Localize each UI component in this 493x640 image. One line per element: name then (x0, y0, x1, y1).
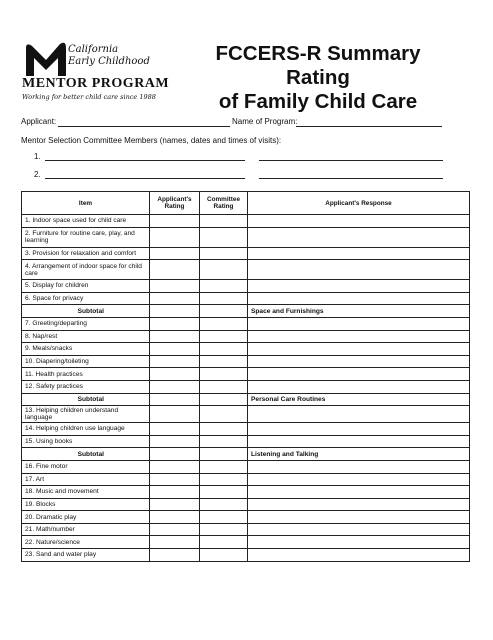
table-row (22, 260, 470, 280)
applicant-rating-cell[interactable] (150, 227, 200, 247)
response-cell[interactable] (248, 343, 470, 356)
table-row (22, 511, 470, 524)
table-row (22, 343, 470, 356)
table-row (22, 549, 470, 562)
item-label: 15. Using books (22, 435, 150, 448)
committee-rating-cell[interactable] (200, 486, 248, 499)
committee-rating-cell[interactable] (200, 215, 248, 228)
response-cell[interactable] (248, 227, 470, 247)
response-cell[interactable] (248, 260, 470, 280)
logo-tagline: Working for better child care since 1988 (22, 93, 156, 101)
table-row (22, 380, 470, 393)
item-label: 21. Math/number (22, 523, 150, 536)
applicant-rating-cell[interactable] (150, 368, 200, 381)
applicant-subtotal-cell[interactable] (150, 448, 200, 461)
response-cell[interactable] (248, 247, 470, 260)
table-row (22, 406, 470, 423)
table-row (22, 460, 470, 473)
response-cell[interactable] (248, 406, 470, 423)
member-1-field-b[interactable] (259, 160, 443, 161)
table-row (22, 317, 470, 330)
response-cell[interactable] (248, 486, 470, 499)
applicant-rating-cell[interactable] (150, 406, 200, 423)
header-committee-rating: Committee Rating (200, 192, 248, 215)
committee-rating-cell[interactable] (200, 227, 248, 247)
item-label: 17. Art (22, 473, 150, 486)
committee-rating-cell[interactable] (200, 368, 248, 381)
response-cell[interactable] (248, 498, 470, 511)
table-row (22, 523, 470, 536)
logo-line-california: California (68, 44, 119, 55)
subtotal-row (22, 305, 470, 318)
item-label: 20. Dramatic play (22, 511, 150, 524)
item-label: 5. Display for children (22, 280, 150, 293)
subtotal-label: Subtotal (22, 448, 150, 461)
item-label: 16. Fine motor (22, 460, 150, 473)
item-label: 7. Greeting/departing (22, 317, 150, 330)
response-cell[interactable] (248, 511, 470, 524)
committee-subtotal-cell[interactable] (200, 393, 248, 406)
item-label: 4. Arrangement of indoor space for child care (22, 260, 150, 280)
header-applicant-rating: Applicant's Rating (150, 192, 200, 215)
applicant-rating-cell[interactable] (150, 549, 200, 562)
applicant-field[interactable] (58, 126, 230, 127)
applicant-rating-cell[interactable] (150, 343, 200, 356)
committee-rating-cell[interactable] (200, 292, 248, 305)
table-row (22, 536, 470, 549)
applicant-rating-cell[interactable] (150, 215, 200, 228)
committee-rating-cell[interactable] (200, 317, 248, 330)
member-1-field-a[interactable] (45, 160, 245, 161)
applicant-rating-cell[interactable] (150, 498, 200, 511)
member-number-1: 1. (34, 152, 41, 161)
m-logo-icon (24, 40, 68, 78)
section-space-and-furnishings: Space and Furnishings (248, 305, 470, 318)
subtotal-row (22, 448, 470, 461)
table-row (22, 227, 470, 247)
committee-rating-cell[interactable] (200, 423, 248, 436)
summary-rating-table (21, 191, 470, 562)
applicant-rating-cell[interactable] (150, 355, 200, 368)
table-row (22, 247, 470, 260)
item-label: 22. Nature/science (22, 536, 150, 549)
response-cell[interactable] (248, 317, 470, 330)
table-row (22, 435, 470, 448)
applicant-rating-cell[interactable] (150, 380, 200, 393)
response-cell[interactable] (248, 549, 470, 562)
item-label: 18. Music and movement (22, 486, 150, 499)
response-cell[interactable] (248, 473, 470, 486)
response-cell[interactable] (248, 330, 470, 343)
table-row (22, 368, 470, 381)
member-number-2: 2. (34, 170, 41, 179)
committee-rating-cell[interactable] (200, 460, 248, 473)
committee-rating-cell[interactable] (200, 406, 248, 423)
table-row (22, 498, 470, 511)
item-label: 23. Sand and water play (22, 549, 150, 562)
applicant-rating-cell[interactable] (150, 473, 200, 486)
item-label: 13. Helping children understand language (22, 406, 150, 423)
table-row (22, 355, 470, 368)
committee-rating-cell[interactable] (200, 343, 248, 356)
applicant-rating-cell[interactable] (150, 435, 200, 448)
table-header-row (22, 192, 470, 215)
response-cell[interactable] (248, 536, 470, 549)
table-row (22, 292, 470, 305)
committee-rating-cell[interactable] (200, 511, 248, 524)
item-label: 19. Blocks (22, 498, 150, 511)
applicant-rating-cell[interactable] (150, 292, 200, 305)
header-applicant-response: Applicant's Response (248, 192, 470, 215)
logo-line-early-childhood: Early Childhood (68, 56, 150, 67)
applicant-rating-cell[interactable] (150, 423, 200, 436)
item-label: 11. Health practices (22, 368, 150, 381)
committee-rating-cell[interactable] (200, 280, 248, 293)
applicant-rating-cell[interactable] (150, 511, 200, 524)
mentor-program-logo (20, 40, 170, 115)
response-cell[interactable] (248, 460, 470, 473)
logo-script-text (68, 44, 150, 68)
response-cell[interactable] (248, 280, 470, 293)
applicant-rating-cell[interactable] (150, 523, 200, 536)
table-row (22, 486, 470, 499)
program-name-label: Name of Program: (232, 117, 298, 126)
committee-rating-cell[interactable] (200, 536, 248, 549)
title-line-1: FCCERS-R Summary Rating (215, 42, 421, 89)
subtotal-label: Subtotal (22, 393, 150, 406)
logo-program-text: MENTOR PROGRAM (22, 76, 170, 91)
member-2-field-b[interactable] (259, 178, 443, 179)
document-title (183, 42, 453, 114)
committee-rating-cell[interactable] (200, 498, 248, 511)
applicant-rating-cell[interactable] (150, 260, 200, 280)
subtotal-label: Subtotal (22, 305, 150, 318)
applicant-label: Applicant: (21, 117, 57, 126)
committee-subtotal-cell[interactable] (200, 305, 248, 318)
item-label: 9. Meals/snacks (22, 343, 150, 356)
response-cell[interactable] (248, 368, 470, 381)
committee-members-label: Mentor Selection Committee Members (names, dates and times of visits): (21, 136, 282, 145)
table-row (22, 423, 470, 436)
item-label: 12. Safety practices (22, 380, 150, 393)
committee-rating-cell[interactable] (200, 473, 248, 486)
section-listening-and-talking: Listening and Talking (248, 448, 470, 461)
member-2-field-a[interactable] (45, 178, 245, 179)
response-cell[interactable] (248, 523, 470, 536)
response-cell[interactable] (248, 215, 470, 228)
committee-subtotal-cell[interactable] (200, 448, 248, 461)
applicant-rating-cell[interactable] (150, 460, 200, 473)
table-row (22, 280, 470, 293)
item-label: 14. Helping children use language (22, 423, 150, 436)
subtotal-row (22, 393, 470, 406)
committee-rating-cell[interactable] (200, 355, 248, 368)
item-label: 6. Space for privacy (22, 292, 150, 305)
applicant-rating-cell[interactable] (150, 247, 200, 260)
item-label: 2. Furniture for routine care, play, and learning (22, 227, 150, 247)
committee-rating-cell[interactable] (200, 380, 248, 393)
program-name-field[interactable] (296, 126, 442, 127)
applicant-rating-cell[interactable] (150, 536, 200, 549)
item-label: 8. Nap/rest (22, 330, 150, 343)
committee-rating-cell[interactable] (200, 260, 248, 280)
applicant-rating-cell[interactable] (150, 317, 200, 330)
table-row (22, 215, 470, 228)
response-cell[interactable] (248, 380, 470, 393)
table-row (22, 473, 470, 486)
item-label: 10. Diapering/toileting (22, 355, 150, 368)
title-line-2: of Family Child Care (218, 90, 418, 113)
response-cell[interactable] (248, 423, 470, 436)
applicant-rating-cell[interactable] (150, 486, 200, 499)
header-item: Item (22, 192, 150, 215)
committee-rating-cell[interactable] (200, 330, 248, 343)
committee-rating-cell[interactable] (200, 247, 248, 260)
applicant-rating-cell[interactable] (150, 330, 200, 343)
item-label: 3. Provision for relaxation and comfort (22, 247, 150, 260)
item-label: 1. Indoor space used for child care (22, 215, 150, 228)
applicant-rating-cell[interactable] (150, 280, 200, 293)
committee-rating-cell[interactable] (200, 523, 248, 536)
response-cell[interactable] (248, 292, 470, 305)
committee-rating-cell[interactable] (200, 549, 248, 562)
applicant-subtotal-cell[interactable] (150, 305, 200, 318)
applicant-subtotal-cell[interactable] (150, 393, 200, 406)
table-row (22, 330, 470, 343)
response-cell[interactable] (248, 355, 470, 368)
response-cell[interactable] (248, 435, 470, 448)
committee-rating-cell[interactable] (200, 435, 248, 448)
section-personal-care-routines: Personal Care Routines (248, 393, 470, 406)
